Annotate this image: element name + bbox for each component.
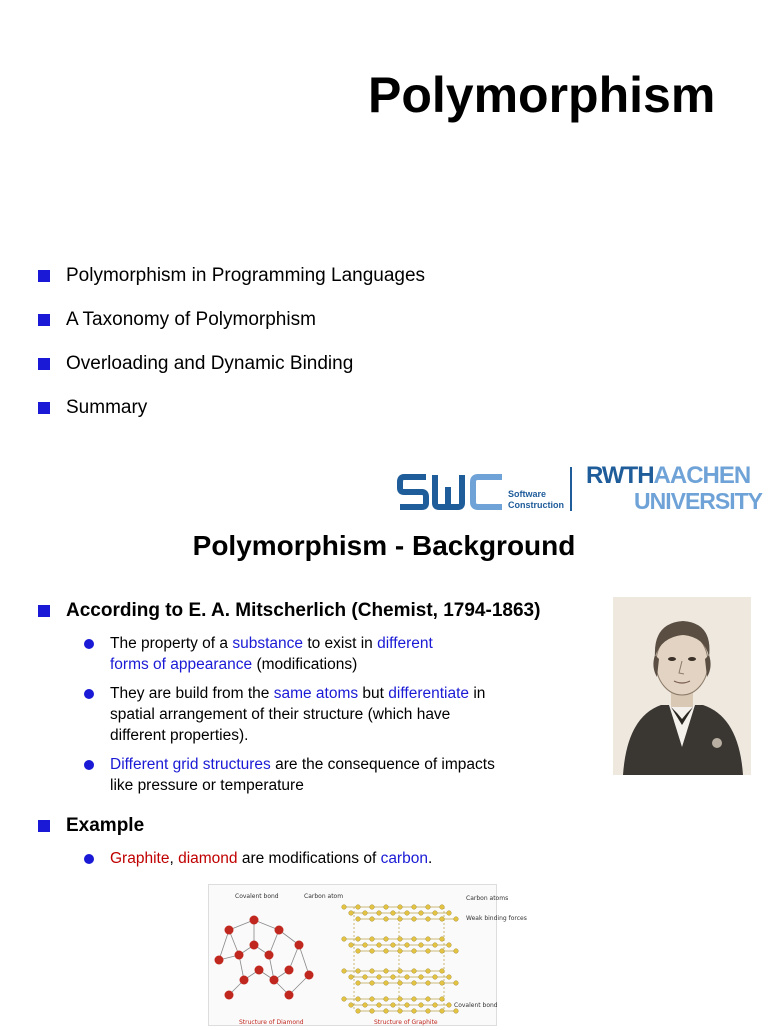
- label-covalent-bond: Covalent bond: [235, 893, 279, 900]
- sub-bullet-property: The property of a substance to exist in different forms of appearance (modifications): [84, 633, 433, 675]
- graphite-atom: [342, 997, 347, 1002]
- graphite-atom: [412, 937, 417, 942]
- graphite-atom: [412, 969, 417, 974]
- diamond-atom: [305, 971, 314, 980]
- graphite-atom: [356, 905, 361, 910]
- graphite-atom: [377, 1003, 382, 1008]
- graphite-atom: [419, 911, 424, 916]
- label-weak-binding: Weak binding forces: [466, 915, 527, 922]
- graphite-atom: [349, 1003, 354, 1008]
- diamond-atom: [235, 951, 244, 960]
- diamond-atom: [295, 941, 304, 950]
- graphite-atom: [370, 981, 375, 986]
- graphite-atom: [349, 943, 354, 948]
- graphite-atom: [356, 981, 361, 986]
- graphite-atom: [405, 975, 410, 980]
- rwth-logo-text: RWTHAACHEN: [586, 462, 751, 489]
- sub-bullet-example: Graphite, diamond are modifications of carbon.: [84, 848, 432, 869]
- graphite-atom: [426, 917, 431, 922]
- graphite-atom: [447, 1003, 452, 1008]
- graphite-atom: [398, 969, 403, 974]
- diamond-atom: [285, 991, 294, 1000]
- diamond-atom: [270, 976, 279, 985]
- graphite-atom: [419, 1003, 424, 1008]
- slide-title: Polymorphism: [368, 67, 716, 123]
- graphite-atom: [433, 911, 438, 916]
- graphite-atom: [412, 981, 417, 986]
- graphite-atom: [398, 937, 403, 942]
- diamond-atom: [285, 966, 294, 975]
- graphite-atom: [356, 937, 361, 942]
- graphite-atom: [377, 911, 382, 916]
- label-covalent-bond-2: Covalent bond: [454, 1002, 498, 1009]
- graphite-atom: [363, 975, 368, 980]
- graphite-atom: [384, 1009, 389, 1014]
- graphite-atom: [447, 975, 452, 980]
- graphite-atom: [405, 943, 410, 948]
- graphite-atom: [426, 905, 431, 910]
- graphite-atom: [342, 969, 347, 974]
- graphite-atom: [405, 911, 410, 916]
- graphite-atom: [363, 943, 368, 948]
- bullet-mitscherlich: According to E. A. Mitscherlich (Chemist, 1794-1863): [38, 598, 540, 624]
- graphite-atom: [356, 969, 361, 974]
- graphite-atom: [377, 943, 382, 948]
- diamond-atom: [250, 941, 259, 950]
- graphite-atom: [356, 1009, 361, 1014]
- graphite-atom: [370, 917, 375, 922]
- graphite-atom: [370, 949, 375, 954]
- graphite-atom: [391, 943, 396, 948]
- diamond-atom: [255, 966, 264, 975]
- round-bullet-icon: [84, 760, 94, 770]
- slide-title: Polymorphism - Background: [192, 530, 576, 561]
- graphite-atom: [426, 981, 431, 986]
- square-bullet-icon: [38, 270, 50, 282]
- graphite-atom: [440, 1009, 445, 1014]
- diamond-atom: [240, 976, 249, 985]
- graphite-atom: [363, 911, 368, 916]
- graphite-atom: [398, 1009, 403, 1014]
- mitscherlich-portrait: [613, 597, 751, 775]
- round-bullet-icon: [84, 689, 94, 699]
- graphite-atom: [370, 997, 375, 1002]
- caption-diamond: Structure of Diamond: [239, 1019, 304, 1026]
- agenda-item: Polymorphism in Programming Languages: [38, 262, 425, 306]
- graphite-atom: [433, 1003, 438, 1008]
- carbon-structure-diagram: [208, 884, 527, 1026]
- square-bullet-icon: [38, 605, 50, 617]
- graphite-atom: [412, 917, 417, 922]
- square-bullet-icon: [38, 402, 50, 414]
- label-carbon-atom: Carbon atom: [304, 893, 344, 900]
- graphite-atom: [370, 937, 375, 942]
- graphite-atom: [356, 949, 361, 954]
- graphite-atom: [377, 975, 382, 980]
- graphite-atom: [440, 917, 445, 922]
- graphite-atom: [349, 911, 354, 916]
- graphite-atom: [342, 937, 347, 942]
- graphite-atom: [391, 1003, 396, 1008]
- round-bullet-icon: [84, 854, 94, 864]
- caption-graphite: Structure of Graphite: [374, 1019, 438, 1026]
- graphite-atom: [356, 917, 361, 922]
- graphite-atom: [419, 943, 424, 948]
- graphite-atom: [412, 905, 417, 910]
- graphite-atom: [419, 975, 424, 980]
- slide-background: [0, 440, 768, 1024]
- graphite-atom: [426, 937, 431, 942]
- bullet-example: Example: [38, 813, 144, 839]
- graphite-atom: [454, 917, 459, 922]
- diamond-atom: [250, 916, 259, 925]
- graphite-atom: [363, 1003, 368, 1008]
- graphite-atom: [426, 1009, 431, 1014]
- round-bullet-icon: [84, 639, 94, 649]
- swc-subtitle: Software Construction: [508, 489, 564, 510]
- slide-agenda: [0, 0, 768, 440]
- graphite-atom: [384, 917, 389, 922]
- graphite-atom: [356, 997, 361, 1002]
- graphite-atom: [384, 997, 389, 1002]
- graphite-atom: [349, 975, 354, 980]
- graphite-atom: [384, 949, 389, 954]
- graphite-atom: [398, 917, 403, 922]
- agenda-item: A Taxonomy of Polymorphism: [38, 306, 425, 350]
- graphite-atom: [426, 949, 431, 954]
- graphite-atom: [398, 905, 403, 910]
- graphite-atom: [370, 905, 375, 910]
- graphite-atom: [447, 911, 452, 916]
- university-text: UNIVERSITY: [634, 488, 763, 514]
- graphite-atom: [454, 1009, 459, 1014]
- diamond-atom: [265, 951, 274, 960]
- diamond-atom: [225, 926, 234, 935]
- graphite-atom: [398, 981, 403, 986]
- graphite-atom: [398, 949, 403, 954]
- sub-bullet-atoms: They are build from the same atoms but differentiate in spatial arrangement of their structure (which have different properties).: [84, 683, 485, 746]
- graphite-atom: [370, 969, 375, 974]
- diamond-atom: [225, 991, 234, 1000]
- graphite-atom: [426, 997, 431, 1002]
- graphite-atom: [440, 937, 445, 942]
- graphite-atom: [384, 905, 389, 910]
- graphite-atom: [384, 937, 389, 942]
- diamond-atom: [275, 926, 284, 935]
- graphite-atom: [370, 1009, 375, 1014]
- graphite-atom: [440, 981, 445, 986]
- graphite-atom: [398, 997, 403, 1002]
- agenda-item: Overloading and Dynamic Binding: [38, 350, 425, 394]
- graphite-atom: [440, 905, 445, 910]
- square-bullet-icon: [38, 358, 50, 370]
- graphite-atom: [412, 949, 417, 954]
- graphite-atom: [426, 969, 431, 974]
- square-bullet-icon: [38, 314, 50, 326]
- graphite-atom: [447, 943, 452, 948]
- graphite-atom: [391, 911, 396, 916]
- graphite-atom: [412, 1009, 417, 1014]
- graphite-atom: [440, 997, 445, 1002]
- graphite-atom: [412, 997, 417, 1002]
- sub-bullet-grid: Different grid structures are the consequence of impacts like pressure or temperature: [84, 754, 495, 796]
- label-carbon-atoms: Carbon atoms: [466, 895, 509, 902]
- graphite-atom: [454, 949, 459, 954]
- graphite-atom: [384, 981, 389, 986]
- graphite-atom: [454, 981, 459, 986]
- graphite-atom: [440, 949, 445, 954]
- diamond-atom: [215, 956, 224, 965]
- graphite-atom: [405, 1003, 410, 1008]
- graphite-atom: [391, 975, 396, 980]
- agenda-item: Summary: [38, 394, 425, 438]
- graphite-atom: [433, 975, 438, 980]
- square-bullet-icon: [38, 820, 50, 832]
- graphite-atom: [433, 943, 438, 948]
- agenda-list: [38, 262, 425, 438]
- graphite-atom: [342, 905, 347, 910]
- graphite-atom: [384, 969, 389, 974]
- graphite-atom: [440, 969, 445, 974]
